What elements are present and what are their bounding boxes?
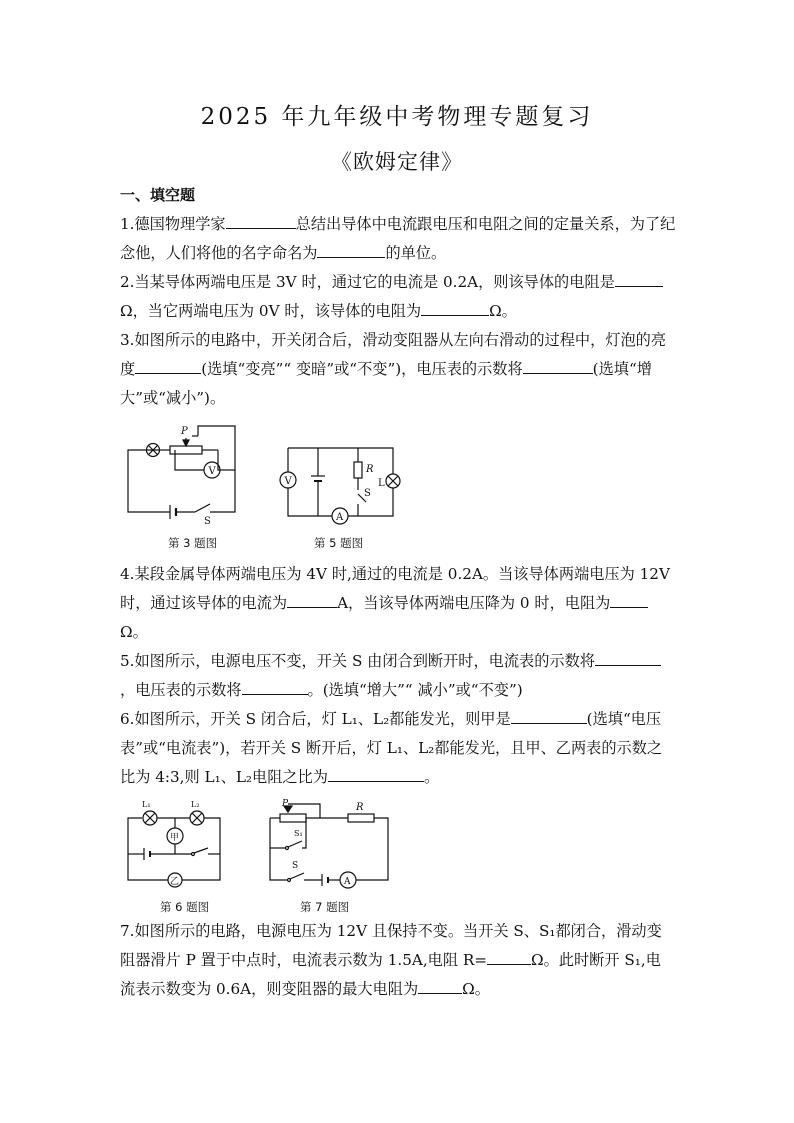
lamp-label: L [378, 478, 385, 489]
ammeter-label: A [344, 877, 351, 887]
question-7: 7.如图所示的电路，电源电压为 12V 且保持不变。当开关 S、S₁都闭合，滑动变阻器滑片 P 置于中点时，电流表示数为 1.5A,电阻 R= Ω。此时断开 S₁,电流表示数变为 0.6A，则变阻器的最大电阻为 Ω。 [120, 922, 662, 998]
meter-jia-label: 甲 [170, 833, 180, 843]
answer-blank[interactable] [317, 240, 385, 258]
switch-s1-label: S₁ [294, 829, 303, 838]
answer-blank[interactable] [242, 677, 308, 695]
answer-blank[interactable] [287, 590, 337, 608]
section-heading: 一、填空题 [120, 186, 196, 204]
question-2: 2.当某导体两端电压是 3V 时，通过它的电流是 0.2A，则该导体的电阻是Ω，当它两端电压为 0V 时，该导体的电阻为 Ω。 [120, 268, 676, 326]
page-subtitle: 《欧姆定律》 [331, 150, 463, 174]
answer-blank[interactable] [595, 648, 661, 666]
question-3: 3.如图所示的电路中，开关闭合后，滑动变阻器从左向右滑动的过程中，灯泡的亮度 (选填“变亮”“ 变暗”或“不变”)，电压表的示数将 (选填“增大”或“减小”)。 [120, 331, 667, 407]
question-4: 4.某段金属导体两端电压为 4V 时,通过的电流是 0.2A。当该导体两端电压为 12V 时，通过该导体的电流为 A，当该导体两端电压降为 0 时，电阻为Ω。 [120, 565, 670, 641]
switch-label: S [364, 488, 371, 499]
voltmeter-label: V [208, 466, 216, 477]
resistor-label: R [356, 802, 364, 813]
figure-caption: 第 6 题图 [160, 900, 210, 914]
meter-yi-label: 乙 [170, 877, 180, 887]
switch-s-label: S [292, 861, 299, 871]
switch-label: S [204, 516, 211, 525]
question-1: 1.德国物理学家 总结出导体中电流跟电压和电阻之间的定量关系，为了纪念他，人们将他的名字命名为 的单位。 [120, 210, 676, 268]
question-5: 5.如图所示，电源电压不变，开关 S 由闭合到断开时，电流表的示数将，电压表的示数将 。(选填“增大”“ 减小”或“不变”) [120, 647, 676, 705]
lamp-l2-label: L₂ [191, 800, 200, 809]
answer-blank[interactable] [523, 356, 593, 374]
voltmeter-label: V [284, 476, 292, 487]
answer-blank[interactable] [418, 976, 462, 994]
page-title: 2025 年九年级中考物理专题复习 [200, 104, 594, 130]
circuit-diagram-q5 [278, 444, 406, 530]
answer-blank[interactable] [487, 947, 531, 965]
answer-blank[interactable] [615, 269, 663, 287]
answer-blank[interactable] [421, 298, 489, 316]
answer-blank[interactable] [610, 590, 648, 608]
circuit-diagram-q7 [262, 796, 394, 890]
answer-blank[interactable] [135, 356, 201, 374]
label-p: P [181, 426, 188, 437]
figure-caption: 第 7 题图 [300, 900, 350, 914]
question-6: 6.如图所示，开关 S 闭合后，灯 L₁、L₂都能发光，则甲是 (选填“电压表”或“电流表”)，若开关 S 断开后，灯 L₁、L₂都能发光，且甲、乙两表的示数之比为 4:3,则 L₁、L₂电阻之比为 。 [120, 705, 676, 792]
resistor-label: R [366, 464, 374, 475]
figure-caption: 第 3 题图 [168, 536, 218, 550]
answer-blank[interactable] [328, 764, 424, 782]
circuit-diagram-q6 [120, 796, 242, 890]
answer-blank[interactable] [511, 706, 587, 724]
ammeter-label: A [336, 512, 344, 523]
label-p: P [282, 799, 289, 809]
figure-caption: 第 5 题图 [314, 536, 364, 550]
answer-blank[interactable] [226, 211, 296, 229]
lamp-l1-label: L₁ [142, 800, 151, 809]
circuit-diagram-q3 [120, 420, 245, 525]
